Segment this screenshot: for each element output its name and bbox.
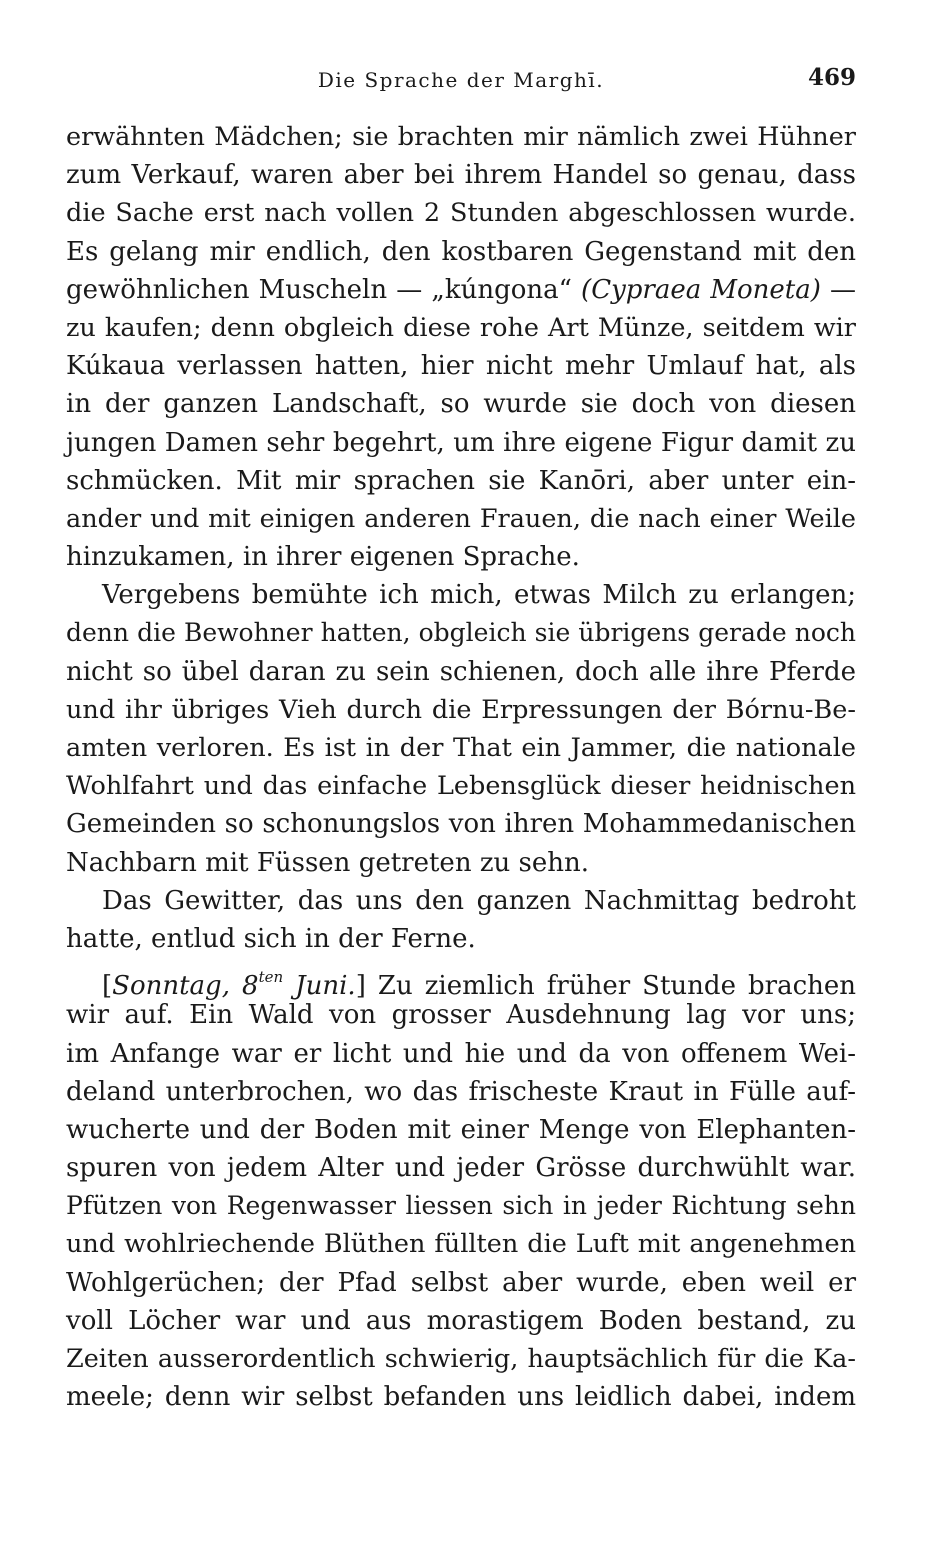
text-line: gewöhnlichen Muscheln — „kúngona“ (Cypraea Moneta) —	[66, 274, 857, 305]
text-line: die Sache erst nach vollen 2 Stunden abgeschlossen wurde.	[66, 198, 856, 229]
text-line: im Anfange war er licht und hie und da von offenem Wei-	[66, 1038, 856, 1069]
text-line: jungen Damen sehr begehrt, um ihre eigene Figur damit zu	[66, 427, 856, 458]
text-line: Kúkaua verlassen hatten, hier nicht mehr Umlauf hat, als	[66, 351, 856, 382]
text-line: hatte, entlud sich in der Ferne.	[66, 923, 476, 954]
text-line: meele; denn wir selbst befanden uns leidlich dabei, indem	[66, 1382, 856, 1413]
text-line: und ihr übriges Vieh durch die Erpressungen der Bórnu-Be-	[66, 694, 856, 725]
text-line: erwähnten Mädchen; sie brachten mir nämlich zwei Hühner	[66, 122, 856, 152]
page-number: 469	[807, 64, 856, 91]
text-line: nicht so übel daran zu sein schienen, doch alle ihre Pferde	[66, 656, 856, 687]
date-superscript: ten	[258, 968, 284, 987]
bracket-open: [	[102, 971, 113, 1002]
text-line: Pfützen von Regenwasser liessen sich in jeder Richtung sehn	[66, 1191, 856, 1221]
text-line: ander und mit einigen anderen Frauen, die nach einer Weile	[66, 503, 856, 534]
text-line: Wohlgerüchen; der Pfad selbst aber wurde, eben weil er	[66, 1267, 856, 1298]
date-heading-line	[66, 958, 857, 1002]
text-line: wucherte und der Boden mit einer Menge von Elephanten-	[66, 1114, 856, 1145]
paragraph-2	[66, 576, 856, 882]
text-line: amten verloren. Es ist in der That ein Jammer, die nationale	[66, 733, 856, 763]
text-line: wir auf. Ein Wald von grosser Ausdehnung lag vor uns;	[66, 1000, 856, 1031]
text-line: deland unterbrochen, wo das frischeste Kraut in Fülle auf-	[66, 1076, 856, 1107]
body-text	[66, 118, 856, 1416]
text-line: und wohlriechende Blüthen füllten die Luft mit angenehmen	[66, 1229, 856, 1260]
text-line: Zeiten ausserordentlich schwierig, hauptsächlich für die Ka-	[66, 1344, 856, 1374]
bracket-close: ]	[355, 971, 366, 1002]
text-line: denn die Bewohner hatten, obgleich sie übrigens gerade noch	[66, 618, 856, 648]
text-line: Wohlfahrt und das einfache Lebensglück dieser heidnischen	[66, 771, 856, 802]
page-header	[66, 62, 856, 98]
text-line: in der ganzen Landschaft, so wurde sie doch von diesen	[66, 389, 856, 420]
running-title: Die Sprache der Marghī.	[317, 68, 605, 92]
text-line: Es gelang mir endlich, den kostbaren Gegenstand mit den	[66, 236, 856, 267]
text-line: Das Gewitter, das uns den ganzen Nachmittag bedroht	[102, 885, 856, 916]
text-line: voll Löcher war und aus morastigem Boden bestand, zu	[66, 1305, 856, 1336]
date-day: Sonntag, 8	[112, 971, 259, 1002]
date-month: Juni.	[283, 971, 356, 1002]
text-line: spuren von jedem Alter und jeder Grösse durchwühlt war.	[66, 1153, 856, 1184]
text-line: schmücken. Mit mir sprachen sie Kanōri, aber unter ein-	[66, 465, 856, 496]
date-line-rest: Zu ziemlich früher Stunde brachen	[365, 971, 857, 1002]
paragraph-4	[66, 958, 856, 1416]
species-name: (Cypraea Moneta)	[581, 274, 821, 305]
paragraph-1	[66, 118, 856, 576]
text-line: hinzukamen, in ihrer eigenen Sprache.	[66, 542, 580, 573]
text-line: Gemeinden so schonungslos von ihren Mohammedanischen	[66, 809, 856, 840]
text-line: Vergebens bemühte ich mich, etwas Milch zu erlangen;	[102, 580, 856, 611]
text-line: zu kaufen; denn obgleich diese rohe Art Münze, seitdem wir	[66, 312, 856, 343]
text-line: zum Verkauf, waren aber bei ihrem Handel so genau, dass	[66, 160, 856, 191]
paragraph-3	[66, 882, 856, 958]
text-line: Nachbarn mit Füssen getreten zu sehn.	[66, 847, 590, 878]
